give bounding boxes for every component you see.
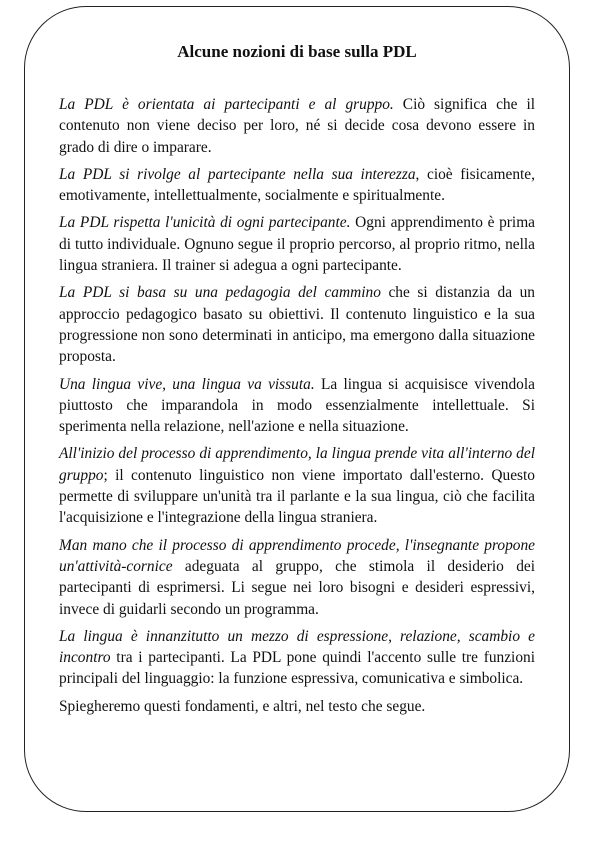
italic-lead: Man mano che il processo di apprendimento procede, l'insegnante propone un'attività-cornice [59,536,535,575]
paragraph-text: ; il contenuto linguistico non viene importato dall'esterno. Questo permette di sviluppare un'unità tra il parlante e la sua lingua, ciò che facilita l'acquisizione e l'integrazione della lingua straniera. [59,466,535,527]
paragraph [59,212,535,276]
paragraph [59,282,535,367]
paragraph-text: adeguata al gruppo, che stimola il desiderio dei partecipanti di esprimersi. Li segue nei loro bisogni e desideri espressivi, invece di guidarli secondo un programma. [59,557,535,618]
paragraph-text: Spiegheremo questi fondamenti, e altri, nel testo che segue. [59,697,426,715]
paragraph [59,374,535,438]
paragraph [59,443,535,528]
italic-lead: La PDL è orientata ai partecipanti e al gruppo. [59,96,394,113]
italic-lead: La lingua è innanzitutto un mezzo di espressione, relazione, scambio e incontro [59,627,535,667]
paragraph-text: Ogni apprendimento è prima di tutto individuale. Ognuno segue il proprio percorso, al proprio ritmo, nella lingua straniera. Il trainer si adegua a ogni partecipante. [59,214,536,275]
italic-lead: All'inizio del processo di apprendimento, la lingua prende vita all'interno del gruppo [59,445,535,484]
paragraph-text: tra i partecipanti. La PDL pone quindi l'accento sulle tre funzioni principali del linguaggio: la funzione espressiva, comunicativa e simbolica. [59,649,535,688]
document-title: Alcune nozioni di base sulla PDL [177,42,417,61]
paragraph-text: Ciò significa che il contenuto non viene deciso per loro, né si decide cosa devono essere in grado di dire o imparare. [59,96,535,156]
paragraph [59,626,535,690]
paragraph [59,164,535,207]
italic-lead: Una lingua vive, una lingua va vissuta. [59,375,315,393]
italic-lead: La PDL si rivolge al partecipante nella sua interezza [59,165,416,183]
paragraph [59,94,535,158]
closing-paragraph [59,696,535,717]
document-body [59,94,535,723]
italic-lead: La PDL si basa su una pedagogia del cammino [59,284,381,302]
paragraph-text: La lingua si acquisisce vivendola piuttosto che imparandola in modo essenzialmente intellettuale. Si sperimenta nella relazione, nell'azione e nella situazione. [59,375,535,436]
paragraph-text: che si distanzia da un approccio pedagogico basato su obiettivi. Il contenuto linguistico e la sua progressione non sono determinati in anticipo, ma emergono dalla situazione proposta. [59,284,535,366]
italic-lead: La PDL rispetta l'unicità di ogni partecipante. [59,214,351,232]
paragraph-text: , cioè fisicamente, emotivamente, intellettualmente, socialmente e spiritualmente. [59,165,535,205]
paragraph [59,535,535,620]
